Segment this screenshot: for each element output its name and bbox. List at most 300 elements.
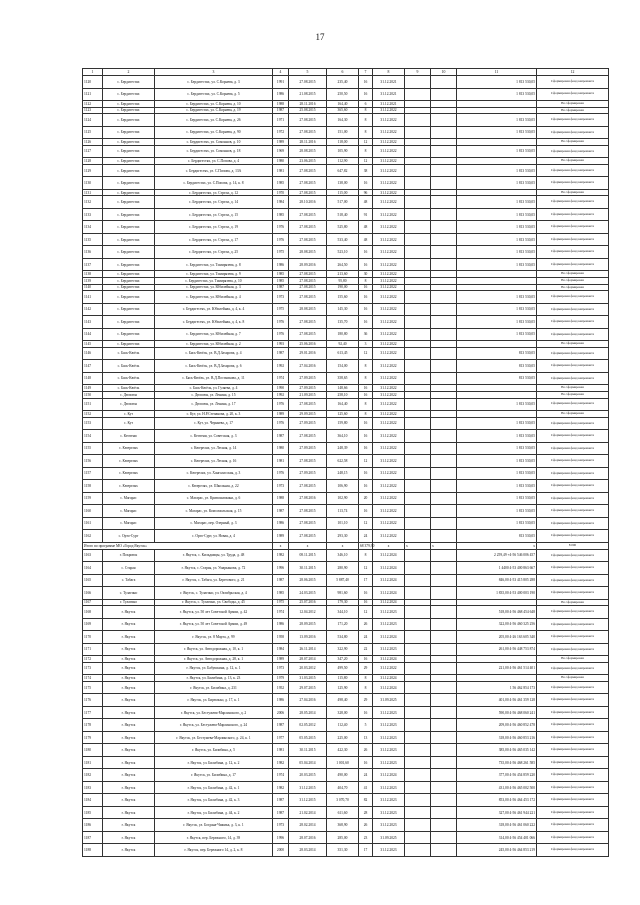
- column-number: 7: [359, 69, 373, 76]
- table-cell-year: 1958: [273, 631, 289, 644]
- table-cell-sum: 853,00 4-56 464 453 172: [457, 794, 537, 807]
- table-cell-d1: 27.08.2015: [289, 328, 327, 341]
- table-cell-a: [405, 221, 431, 234]
- table-cell-a: [405, 587, 431, 600]
- table-cell-note: Сформирован фонд капремонта: [537, 549, 609, 562]
- table-cell-cnt: 12: [359, 158, 373, 165]
- table-cell-d2: 31.12.2021: [373, 76, 405, 89]
- table-cell-d1: 27.09.2015: [289, 372, 327, 385]
- table-cell-cnt: 16: [359, 76, 373, 89]
- table-row: [83, 291, 609, 304]
- table-cell-n: 1156: [83, 455, 103, 468]
- table-row: [83, 467, 609, 480]
- table-cell-sum: 813 530,05: [457, 372, 537, 385]
- table-cell-area: 148,66: [327, 385, 359, 392]
- table-cell-area: 151,00: [327, 126, 359, 139]
- table-cell-mo: г. Якутск: [103, 781, 155, 794]
- table-row: [83, 769, 609, 782]
- table-cell-sum: 1 813 530,05: [457, 291, 537, 304]
- table-cell-mo: с. Кут: [103, 417, 155, 430]
- table-cell-b: [431, 158, 457, 165]
- table-cell-n: 1182: [83, 769, 103, 782]
- table-cell-cnt: 8: [359, 114, 373, 127]
- table-cell-year: 1984: [273, 196, 289, 209]
- table-cell-d2: 31.12.2022: [373, 467, 405, 480]
- table-cell-year: 1986: [273, 258, 289, 271]
- table-cell-year: 1976: [273, 398, 289, 411]
- table-cell-d1: 21.02.2014: [289, 806, 327, 819]
- table-cell-b: [431, 643, 457, 656]
- table-cell-area: 365,60: [327, 107, 359, 114]
- table-cell-d2: 31.12.2023: [373, 756, 405, 769]
- table-cell-b: [431, 76, 457, 89]
- table-cell-n: 1170: [83, 631, 103, 644]
- table-cell-a: [405, 467, 431, 480]
- table-cell-mo: с. Тулагино: [103, 587, 155, 600]
- table-cell-d1: 27.08.2015: [289, 430, 327, 443]
- table-cell-area: 525,80: [327, 221, 359, 234]
- table-cell-cnt: 16: [359, 291, 373, 304]
- table-cell-n: 1179: [83, 731, 103, 744]
- table-cell-area: 92,40: [327, 341, 359, 348]
- table-cell-note: Не сформирован: [537, 341, 609, 348]
- table-cell-note: Не сформирован: [537, 284, 609, 291]
- table-cell-d2: 31.12.2021: [373, 88, 405, 101]
- table-cell-year: 1977: [273, 731, 289, 744]
- table-cell-d1: 25.06.2016: [289, 341, 327, 348]
- table-cell-d1: 13.09.2016: [289, 631, 327, 644]
- table-row: [83, 114, 609, 127]
- table-cell-cnt: 8: [359, 398, 373, 411]
- table-cell-d2: 31.12.2023: [373, 643, 405, 656]
- table-cell-n: 1186: [83, 819, 103, 832]
- table-cell-d1: 28.10.2016: [289, 196, 327, 209]
- table-cell-a: [405, 328, 431, 341]
- table-cell-b: [431, 372, 457, 385]
- table-cell-area: 258,10: [327, 391, 359, 398]
- section-total-value: x: [457, 542, 537, 549]
- table-cell-year: 1975: [273, 246, 289, 259]
- table-cell-d2: 31.12.2024: [373, 549, 405, 562]
- table-cell-note: Сформирован фонд капремонта: [537, 417, 609, 430]
- table-cell-a: [405, 794, 431, 807]
- table-cell-note: Сформирован фонд капремонта: [537, 480, 609, 493]
- table-cell-addr: г. Якутск, с. Табага, ул. Берегового, д. 21: [155, 574, 273, 587]
- table-cell-year: 1988: [273, 101, 289, 108]
- table-cell-n: 1149: [83, 385, 103, 392]
- table-row: [83, 675, 609, 682]
- table-cell-b: [431, 706, 457, 719]
- table-cell-mo: г. Якутск: [103, 606, 155, 619]
- table-cell-d1: 05.05.2015: [289, 731, 327, 744]
- table-cell-year: 1991: [273, 76, 289, 89]
- table-cell-d2: 31.12.2022: [373, 221, 405, 234]
- table-row: [83, 606, 609, 619]
- table-cell-note: Сформирован фонд капремонта: [537, 517, 609, 530]
- table-cell-mo: с. Бердигестях: [103, 271, 155, 278]
- table-cell-sum: 1 813 530,05: [457, 442, 537, 455]
- table-cell-mo: г. Якутск: [103, 731, 155, 744]
- section-total-value: x: [327, 542, 359, 549]
- table-cell-d1: 25.07.2016: [289, 599, 327, 606]
- table-cell-n: 1178: [83, 719, 103, 732]
- table-cell-area: 95,80: [327, 278, 359, 285]
- table-cell-cnt: 24: [359, 769, 373, 782]
- table-cell-a: [405, 385, 431, 392]
- table-cell-sum: 221,00 4-56 461 514 401: [457, 662, 537, 675]
- table-cell-area: 190,00: [327, 284, 359, 291]
- table-cell-b: [431, 492, 457, 505]
- table-cell-a: [405, 480, 431, 493]
- table-cell-n: 1138: [83, 271, 103, 278]
- table-cell-cnt: 16: [359, 599, 373, 606]
- table-cell-d1: 27.04.2016: [289, 360, 327, 373]
- table-cell-note: Не сформирован: [537, 391, 609, 398]
- table-cell-area: 534,80: [327, 631, 359, 644]
- table-cell-mo: с. Бердигестях: [103, 114, 155, 127]
- table-cell-d1: 23.06.2015: [289, 158, 327, 165]
- table-cell-addr: с. Бердигестях, ул. Стрела, д. 17: [155, 233, 273, 246]
- table-cell-d1: 27.09.2015: [289, 417, 327, 430]
- table-cell-area: 5 887,40: [327, 574, 359, 587]
- table-cell-sum: [457, 599, 537, 606]
- table-cell-year: 1992: [273, 360, 289, 373]
- table-cell-note: Сформирован фонд капремонта: [537, 794, 609, 807]
- table-cell-cnt: 17: [359, 574, 373, 587]
- table-cell-mo: г. Якутск: [103, 675, 155, 682]
- table-cell-b: [431, 480, 457, 493]
- table-cell-n: 1142: [83, 303, 103, 316]
- table-cell-sum: 1 813 530,05: [457, 221, 537, 234]
- table-cell-year: 1976: [273, 467, 289, 480]
- table-cell-addr: с. Бердигестях, ул. Стрела, д. 14: [155, 196, 273, 209]
- table-cell-b: [431, 411, 457, 418]
- table-cell-year: 1981: [273, 744, 289, 757]
- table-cell-note: Сформирован фонд капремонта: [537, 328, 609, 341]
- table-cell-mo: с. Кептени: [103, 430, 155, 443]
- table-cell-area: 358,65: [327, 372, 359, 385]
- table-cell-d2: 31.12.2022: [373, 258, 405, 271]
- table-row: [83, 574, 609, 587]
- table-cell-d2: 31.12.2023: [373, 819, 405, 832]
- table-cell-cnt: 16: [359, 385, 373, 392]
- table-cell-cnt: 8: [359, 278, 373, 285]
- table-cell-d2: 31.12.2022: [373, 391, 405, 398]
- table-cell-a: [405, 844, 431, 857]
- table-cell-d1: 27.08.2015: [289, 398, 327, 411]
- table-cell-n: 1143: [83, 316, 103, 329]
- table-cell-cnt: 8: [359, 549, 373, 562]
- table-cell-d2: 31.12.2022: [373, 430, 405, 443]
- table-cell-d2: 31.12.2022: [373, 360, 405, 373]
- table-cell-d2: 31.12.2023: [373, 806, 405, 819]
- table-cell-sum: 1 813 530,05: [457, 88, 537, 101]
- table-cell-sum: 1 813 530,05: [457, 328, 537, 341]
- table-cell-a: [405, 430, 431, 443]
- table-cell-addr: г. Якутск, ул. Билибина, д. 42, к. 3: [155, 794, 273, 807]
- table-cell-mo: с. Бердигестях: [103, 328, 155, 341]
- table-cell-addr: с. Бердигестях, ул. Юбилейная, д. 4: [155, 291, 273, 304]
- table-cell-year: 1986: [273, 694, 289, 707]
- table-cell-addr: г. Якутск, ул. Бестужева-Марлинского, д. 2: [155, 706, 273, 719]
- table-cell-a: [405, 606, 431, 619]
- table-cell-mo: с. Кюерелях: [103, 455, 155, 468]
- table-cell-addr: с. Кюерелях, ул. Лесная, д. 14: [155, 442, 273, 455]
- table-cell-n: 1183: [83, 781, 103, 794]
- table-cell-sum: [457, 385, 537, 392]
- table-cell-area: 112,40: [327, 719, 359, 732]
- table-cell-b: [431, 606, 457, 619]
- table-cell-mo: с. Бердигестях: [103, 291, 155, 304]
- table-cell-cnt: 6: [359, 101, 373, 108]
- table-cell-b: [431, 391, 457, 398]
- table-cell-cnt: 16: [359, 246, 373, 259]
- table-cell-d2: 31.12.2022: [373, 341, 405, 348]
- table-cell-d1: 27.08.2015: [289, 480, 327, 493]
- table-cell-year: 1981: [273, 164, 289, 177]
- table-cell-addr: с. Кюерелях, ул. Хангаласская, д. 3: [155, 467, 273, 480]
- table-cell-area: 125,60: [327, 411, 359, 418]
- table-row: [83, 587, 609, 600]
- table-row: [83, 681, 609, 694]
- table-cell-addr: с. Бердигестях, ул. С.Корнева, д. 19: [155, 107, 273, 114]
- table-cell-area: 159,80: [327, 417, 359, 430]
- table-cell-d2: 31.12.2023: [373, 719, 405, 732]
- table-cell-sum: [457, 158, 537, 165]
- table-cell-a: [405, 618, 431, 631]
- table-cell-d2: 31.12.2024: [373, 574, 405, 587]
- table-cell-addr: с. Бясь-Кюёль, ул. В.Д.Захарова, д. 4: [155, 347, 273, 360]
- table-cell-sum: 1 813 530,05: [457, 246, 537, 259]
- table-cell-addr: с. Бердигестях, ул. Тимирязева, д. 9: [155, 271, 273, 278]
- table-cell-n: 1157: [83, 467, 103, 480]
- table-cell-cnt: 16: [359, 88, 373, 101]
- table-cell-year: 1979: [273, 675, 289, 682]
- table-row: [83, 271, 609, 278]
- column-number: 5: [289, 69, 327, 76]
- table-cell-sum: 1 813 530,05: [457, 517, 537, 530]
- table-cell-note: Сформирован фонд капремонта: [537, 303, 609, 316]
- table-cell-n: 1121: [83, 88, 103, 101]
- table-cell-cnt: 26: [359, 819, 373, 832]
- table-cell-mo: г. Якутск: [103, 656, 155, 663]
- table-cell-d1: 21.08.2015: [289, 88, 327, 101]
- table-row: [83, 398, 609, 411]
- table-cell-a: [405, 411, 431, 418]
- table-cell-note: Сформирован фонд капремонта: [537, 372, 609, 385]
- table-cell-d1: 27.08.2015: [289, 126, 327, 139]
- table-cell-year: 1987: [273, 574, 289, 587]
- column-number: 3: [155, 69, 273, 76]
- table-cell-note: Сформирован фонд капремонта: [537, 731, 609, 744]
- table-cell-sum: [457, 189, 537, 196]
- table-cell-mo: г. Якутск: [103, 662, 155, 675]
- table-cell-addr: с. Бясь-Кюёль, ул. В.Д.Захарова, д. 6: [155, 360, 273, 373]
- table-cell-area: 285,00: [327, 831, 359, 844]
- table-cell-a: [405, 706, 431, 719]
- table-cell-b: [431, 385, 457, 392]
- table-row: [83, 731, 609, 744]
- table-row: [83, 341, 609, 348]
- table-cell-d2: 31.12.2022: [373, 385, 405, 392]
- table-cell-n: 1139: [83, 278, 103, 285]
- table-cell-mo: с. Бердигестях: [103, 246, 155, 259]
- table-cell-mo: с. Бердигестях: [103, 303, 155, 316]
- table-cell-addr: г. Якутск, ул. Бирюлько, д. 17, к. 1: [155, 694, 273, 707]
- table-row: [83, 794, 609, 807]
- table-cell-sum: [457, 411, 537, 418]
- table-cell-area: 225,00: [327, 731, 359, 744]
- table-cell-area: 346,10: [327, 549, 359, 562]
- table-cell-a: [405, 177, 431, 190]
- table-cell-cnt: 16: [359, 303, 373, 316]
- table-row: [83, 208, 609, 221]
- table-cell-note: Сформирован фонд капремонта: [537, 208, 609, 221]
- table-cell-mo: с. Бердигестях: [103, 278, 155, 285]
- table-cell-addr: г. Якутск, ул. Бабушкина, д. 12, к. 1: [155, 662, 273, 675]
- table-cell-sum: 1 813 530,05: [457, 480, 537, 493]
- table-cell-area: 364,10: [327, 430, 359, 443]
- table-row: [83, 145, 609, 158]
- table-cell-b: [431, 618, 457, 631]
- table-cell-year: 1981: [273, 455, 289, 468]
- table-cell-year: 1973: [273, 291, 289, 304]
- table-cell-year: 1987: [273, 806, 289, 819]
- table-cell-d2: 31.12.2022: [373, 271, 405, 278]
- table-cell-mo: с. Бердигестях: [103, 164, 155, 177]
- table-cell-sum: 377,00 4-56 454 859 220: [457, 769, 537, 782]
- table-cell-b: [431, 831, 457, 844]
- table-cell-sum: [457, 284, 537, 291]
- table-cell-addr: с. Бердигестях, ул. С.Корнева, д. 5: [155, 88, 273, 101]
- table-cell-note: Сформирован фонд капремонта: [537, 719, 609, 732]
- table-cell-area: 647,82: [327, 164, 359, 177]
- table-cell-d1: 27.08.2015: [289, 114, 327, 127]
- housing-register-table: [82, 68, 609, 857]
- table-cell-d1: 27.08.2015: [289, 221, 327, 234]
- table-cell-d2: 31.12.2022: [373, 107, 405, 114]
- section-total-value: 68 379,90: [360, 543, 375, 548]
- table-cell-n: 1173: [83, 662, 103, 675]
- table-cell-area: 180,80: [327, 328, 359, 341]
- table-cell-a: [405, 643, 431, 656]
- table-cell-n: 1166: [83, 587, 103, 600]
- table-cell-cnt: 8: [359, 126, 373, 139]
- table-cell-d2: 31.12.2022: [373, 480, 405, 493]
- table-row: [83, 517, 609, 530]
- table-cell-note: Сформирован фонд капремонта: [537, 562, 609, 575]
- table-cell-note: Сформирован фонд капремонта: [537, 114, 609, 127]
- table-cell-cnt: 22: [359, 643, 373, 656]
- table-cell-sum: 1 813 530,05: [457, 114, 537, 127]
- table-row: [83, 662, 609, 675]
- table-cell-year: 1973: [273, 662, 289, 675]
- table-cell-d1: 27.08.2015: [289, 177, 327, 190]
- table-cell-d1: 28.11.2016: [289, 101, 327, 108]
- table-cell-sum: 1 813 530,05: [457, 233, 537, 246]
- table-cell-sum: 813 530,05: [457, 347, 537, 360]
- table-cell-n: 1153: [83, 417, 103, 430]
- table-cell-b: [431, 806, 457, 819]
- section-total-value: x: [373, 542, 405, 549]
- table-cell-sum: [457, 278, 537, 285]
- table-cell-area: 248,39: [327, 442, 359, 455]
- table-cell-mo: с. Кюерелях: [103, 442, 155, 455]
- table-cell-d1: 27.08.2015: [289, 291, 327, 304]
- table-cell-year: 1976: [273, 221, 289, 234]
- table-cell-cnt: 16: [359, 756, 373, 769]
- table-cell-d1: 28.05.2014: [289, 706, 327, 719]
- table-cell-b: [431, 341, 457, 348]
- table-cell-sum: 327,00 4-56 461 944 221: [457, 806, 537, 819]
- table-cell-area: 517,00: [327, 196, 359, 209]
- table-row: [83, 756, 609, 769]
- column-number: 6: [327, 69, 359, 76]
- table-cell-year: 1992: [273, 391, 289, 398]
- table-row: [83, 417, 609, 430]
- table-cell-addr: с. Бердигестях, ул. Стрела, д. 12: [155, 189, 273, 196]
- table-cell-year: 1980: [273, 158, 289, 165]
- table-cell-d1: 12.04.2012: [289, 606, 327, 619]
- table-cell-area: 118,00: [327, 139, 359, 146]
- table-cell-mo: с. Бердигестях: [103, 258, 155, 271]
- column-number: 12: [537, 69, 609, 76]
- table-cell-year: 1990: [273, 385, 289, 392]
- table-row: [83, 164, 609, 177]
- table-row: [83, 246, 609, 259]
- table-cell-b: [431, 258, 457, 271]
- table-cell-d2: 31.12.2022: [373, 158, 405, 165]
- page-number: 17: [315, 32, 325, 42]
- table-cell-note: Сформирован фонд капремонта: [537, 831, 609, 844]
- table-cell-d2: 31.12.2022: [373, 126, 405, 139]
- table-cell-cnt: 38: [359, 164, 373, 177]
- table-cell-sum: [457, 675, 537, 682]
- table-cell-a: [405, 271, 431, 278]
- table-row: [83, 316, 609, 329]
- table-cell-n: 1177: [83, 706, 103, 719]
- table-cell-d1: 27.08.2015: [289, 455, 327, 468]
- table-row: [83, 303, 609, 316]
- table-cell-a: [405, 417, 431, 430]
- table-cell-b: [431, 139, 457, 146]
- table-cell-addr: г. Якутск, ул. Бестужева-Марлинского, д. 24: [155, 719, 273, 732]
- table-cell-sum: 1 813 530,05: [457, 303, 537, 316]
- table-cell-b: [431, 719, 457, 732]
- table-cell-mo: г. Якутск: [103, 844, 155, 857]
- table-cell-n: 1169: [83, 618, 103, 631]
- table-cell-b: [431, 189, 457, 196]
- table-cell-n: 1122: [83, 101, 103, 108]
- table-cell-addr: г. Якутск, ул. Билибина, д. 13, к. 23: [155, 675, 273, 682]
- table-cell-d1: 21.09.2015: [289, 391, 327, 398]
- table-cell-area: 113,74: [327, 505, 359, 518]
- table-cell-addr: г. Якутск, ул. 50 лет Советской Армии, д. 49: [155, 618, 273, 631]
- table-cell-d2: 31.12.2022: [373, 145, 405, 158]
- table-cell-note: Сформирован фонд капремонта: [537, 347, 609, 360]
- table-row: [83, 101, 609, 108]
- table-cell-a: [405, 291, 431, 304]
- table-cell-d2: 31.12.2022: [373, 662, 405, 675]
- table-cell-sum: 245,00 4-56 464 853 219: [457, 844, 537, 857]
- table-cell-addr: с. Бердигестях, ул. Сомоннов, д. 10: [155, 139, 273, 146]
- table-cell-d2: 31.12.2022: [373, 284, 405, 291]
- table-cell-d2: 31.12.2022: [373, 398, 405, 411]
- table-cell-sum: 1 813 530,05: [457, 467, 537, 480]
- table-cell-d2: 31.12.2022: [373, 347, 405, 360]
- table-cell-sum: 261,00 4-56 448 753 874: [457, 643, 537, 656]
- table-cell-a: [405, 517, 431, 530]
